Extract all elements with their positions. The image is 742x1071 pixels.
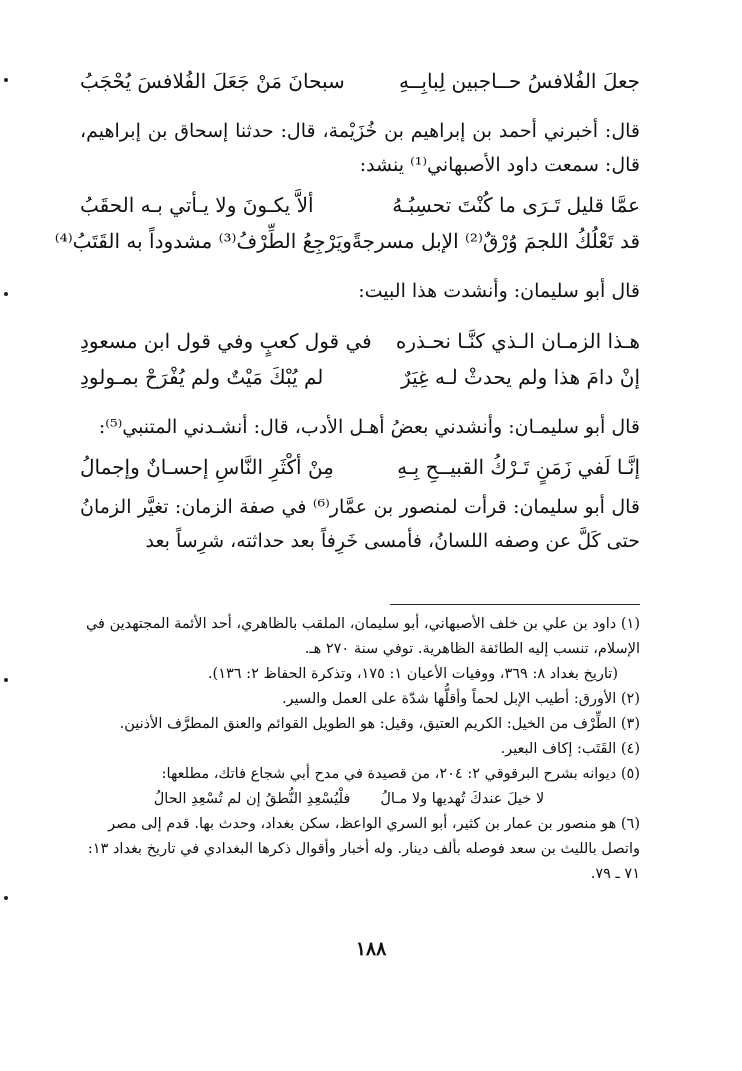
hemistich-second: لم يُبْكَ مَيْتٌ ولم يُفْرَحْ بمـولودِ [80,365,324,389]
paragraph: قال أبو سليمان: وأنشدت هذا البيت: [358,280,640,302]
scan-mark [4,292,8,296]
hemistich-second: ألاَّ يكـونَ ولا يـأتي بـه الحقَبُ [80,193,314,217]
verse-line [80,64,640,98]
hemistich-first: لا خيلَ عندكَ تُهديها ولا مـالُ [380,791,545,807]
footnote-1: (١) داود بن علي بن خلف الأصبهاني، أبو سليمان، الملقب بالظاهري، أحد الأئمة المجتهدين في الإسلام، تنسب إليه الطائفة الظاهرية. توفي سنة ٢٧٠ هـ. [85,616,640,657]
hemistich-first: عمَّا قليل تَـرَى ما كُنْتَ تحسِبُـهُ [392,193,640,217]
footnote-6: (٦) هو منصور بن عمار بن كثير، أبو السري الواعظ، سكن بغداد، وحدث بها. قدم إلى مصر واتصل بالليث بن سعد فوصله بألف دينار. وله أخبار وأقوال ذكرها البغدادي في تاريخ بغداد ١٣: ٧١ ـ ٧٩. [87,816,640,882]
paragraph: قال أبو سليمان: قرأت لمنصور بن عمَّار⁽⁶⁾ في صفة الزمان: تغيَّر الزمانُ حتى كَلَّ عن وصفه اللسانُ، فأمسى خَرِفاً بعد حداثته، شرِساً بعد [80,496,640,552]
scan-mark [4,78,8,82]
hemistich-second: فلْيُسْعِدِ النُّطقُ إن لم تُسْعِدِ الحالُ [153,791,351,807]
footnote-divider [390,604,640,605]
hemistich-second: ويَرْجِعُ الطِّرْفُ⁽³⁾ مشدوداً به القَتَبُ⁽⁴⁾ [54,229,352,253]
page-number: ١٨٨ [355,938,387,960]
verse-line [80,360,640,394]
hemistich-first: إنْ دامَ هذا ولم يحدثْ لـه غِيَرٌ [401,365,640,389]
footnote-1-sources: (تاريخ بغداد ٨: ٣٦٩، ووفيات الأعيان ١: ١٧٥، وتذكرة الحفاظ ٢: ١٣٦). [207,666,618,682]
hemistich-second: في قول كعبٍ وفي قول ابن مسعودِ [80,329,372,353]
hemistich-first: هـذا الزمـان الـذي كنَّـا نحـذره [395,329,640,353]
paragraph: قال أبو سليمـان: وأنشدني بعضُ أهـل الأدب، قال: أنشـدني المتنبي⁽⁵⁾: [98,416,640,438]
hemistich-second: سبحانَ مَنْ جَعَلَ الفُلافسَ يُحْجَبُ [80,69,345,93]
hemistich-second: مِنْ أكْثَرِ النَّاسِ إحسـانٌ وإجمالُ [80,455,334,479]
scan-mark [4,678,8,682]
hemistich-first: جعلَ الفُلافسُ حــاجبين لِبابِــهِ [398,69,640,93]
footnote-2: (٢) الأورق: أطيب الإبل لحماً وأقلُّها شدّة على العمل والسير. [281,691,640,707]
verse-line [80,450,640,484]
hemistich-first: إنَّـا لَفي زَمَنٍ تَـرْكُ القبيــحِ بِـهِ [397,455,640,479]
hemistich-first: قد تَعْلُكُ اللجمَ وُرْقٌ⁽²⁾ الإبل مسرجةً [351,229,640,253]
verse-line [80,324,640,358]
footnote-5-verse [80,787,640,812]
footnote-3: (٣) الطِّرْف من الخيل: الكريم العتيق، وقيل: هو الطويل القوائم والعنق المطرَّف الأذنين. [119,716,640,732]
scan-mark [4,896,8,900]
verse-line [54,224,640,258]
footnote-4: (٤) القَتَب: إكاف البعير. [500,741,640,757]
paragraph: قال: أخبرني أحمد بن إبراهيم بن خُزَيْمة، قال: حدثنا إسحاق بن إبراهيم، قال: سمعت داود الأصبهاني⁽¹⁾ ينشد: [80,120,640,176]
main-text [54,62,640,564]
footnotes [80,612,640,887]
verse-line [80,188,640,222]
footnote-5: (٥) ديوانه بشرح البرقوقي ٢: ٢٠٤، من قصيدة في مدح أبي شجاع فاتك، مطلعها: [161,766,640,782]
